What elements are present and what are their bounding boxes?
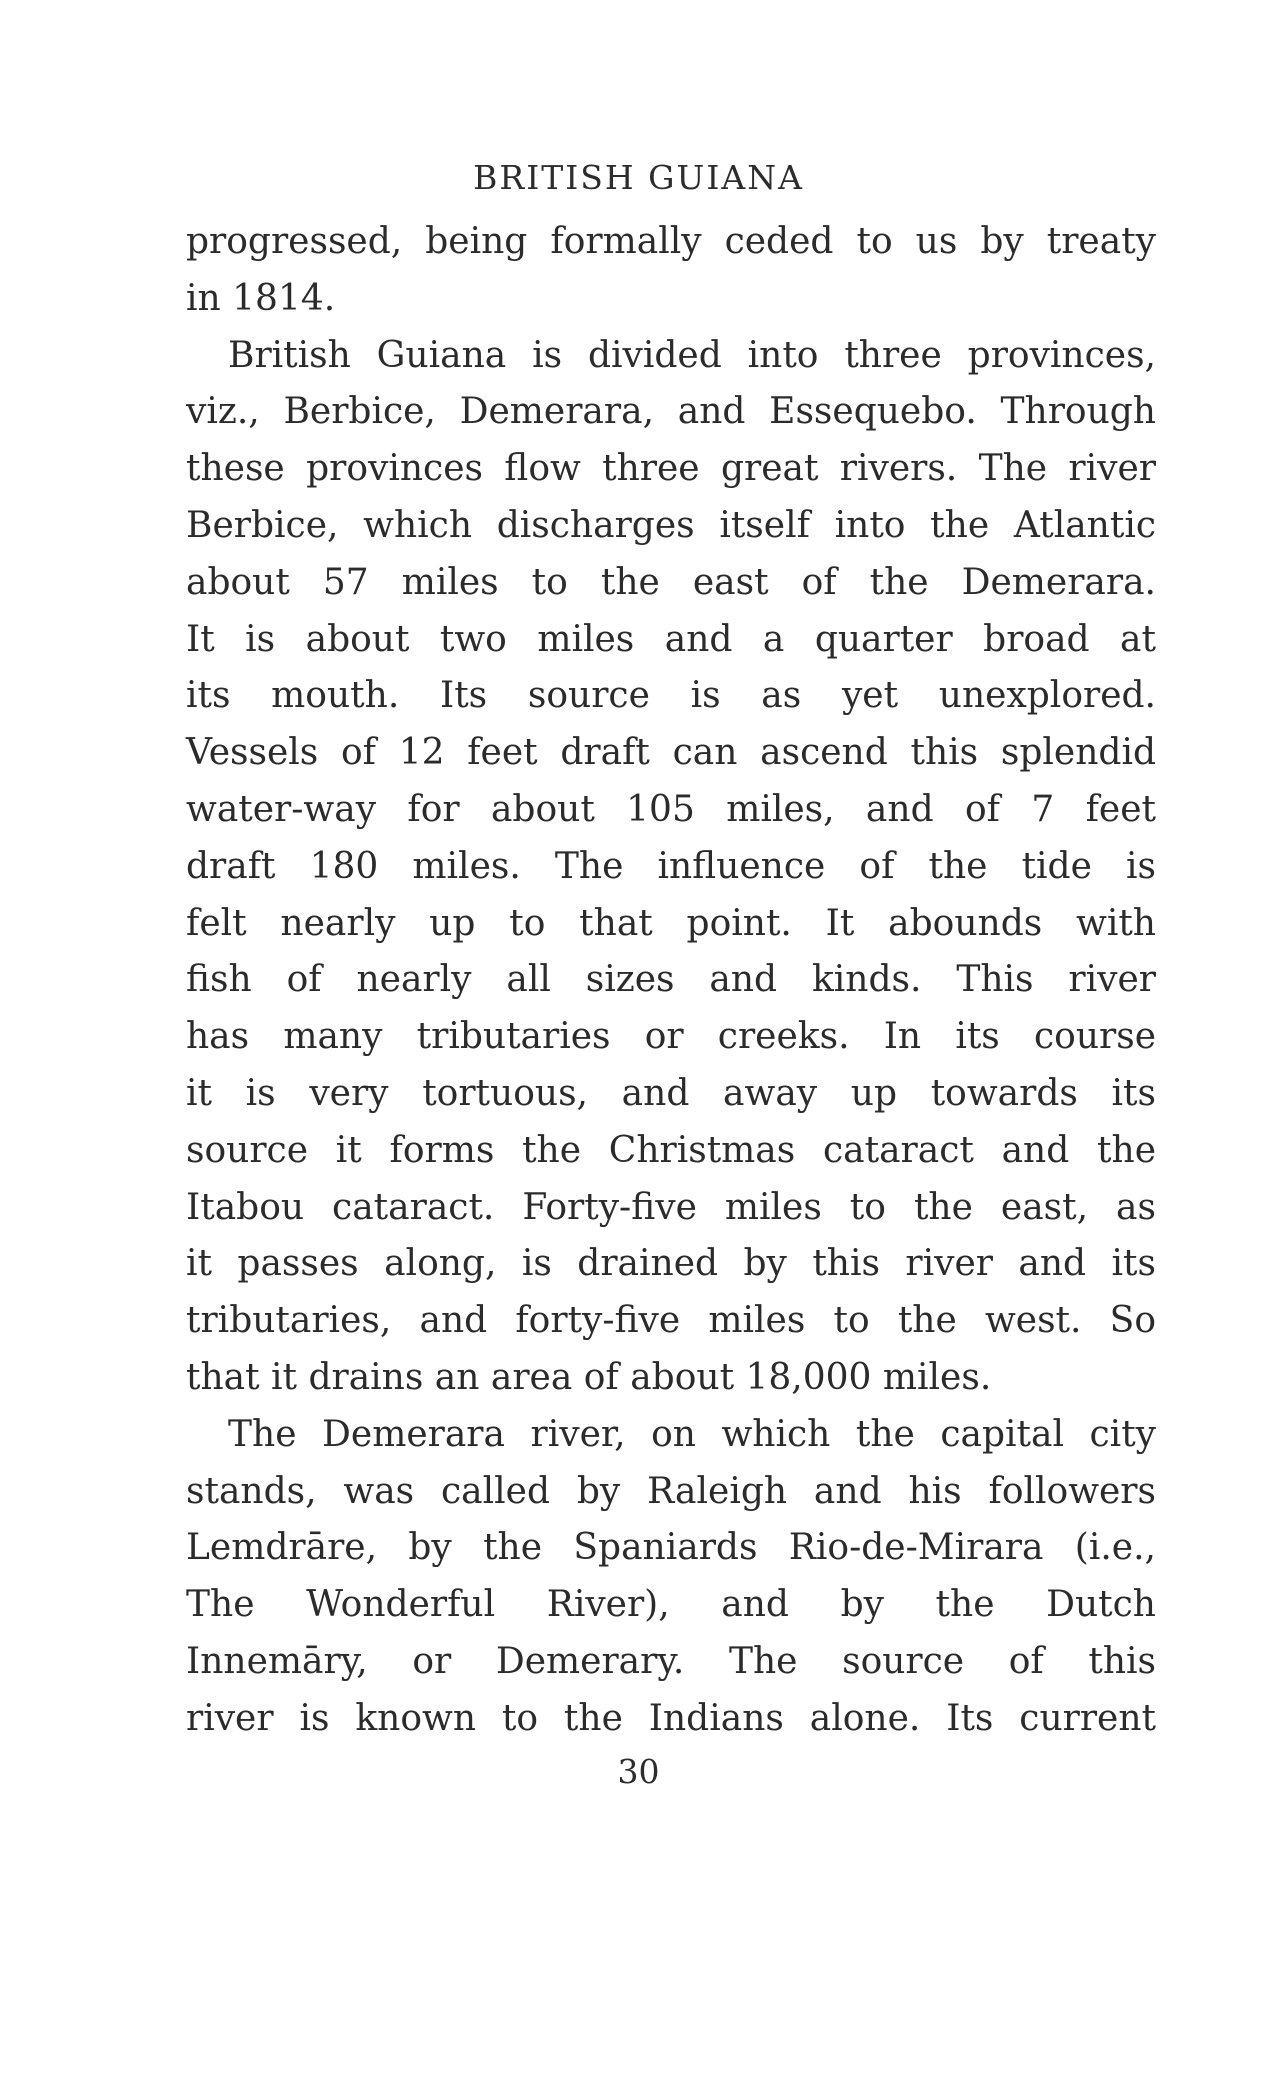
body-text [186, 214, 1156, 1748]
text-line: progressed, being formally ceded to us by treaty [186, 221, 1156, 262]
text-line: it passes along, is drained by this river and its [186, 1243, 1156, 1285]
text-line: that it drains an area of about 18,000 miles. [186, 1356, 992, 1398]
text-line: river is known to the Indians alone. Its current [186, 1697, 1156, 1739]
text-line: Berbice, which discharges itself into the Atlantic [186, 504, 1156, 546]
text-line: The Demerara river, on which the capital city [228, 1413, 1156, 1455]
text-line: these provinces flow three great rivers. The river [186, 448, 1156, 490]
text-line: it is very tortuous, and away up towards its [186, 1072, 1156, 1114]
text-line: draft 180 miles. The influence of the tide is [186, 845, 1156, 887]
text-line: British Guiana is divided into three provinces, [228, 334, 1156, 376]
running-head: BRITISH GUIANA [473, 158, 804, 197]
text-line: about 57 miles to the east of the Demerara. [186, 561, 1156, 603]
text-line: felt nearly up to that point. It abounds with [186, 902, 1156, 944]
page-number: 30 [617, 1752, 660, 1791]
text-line: Innemāry, or Demerary. The source of this [186, 1640, 1156, 1682]
text-line: tributaries, and forty-five miles to the west. So [186, 1300, 1156, 1342]
text-line: The Wonderful River), and by the Dutch [186, 1584, 1156, 1626]
text-line: its mouth. Its source is as yet unexplored. [186, 675, 1156, 717]
text-line: in 1814. [186, 277, 336, 319]
text-line: It is about two miles and a quarter broad at [186, 618, 1156, 660]
text-line: source it forms the Christmas cataract and the [186, 1129, 1156, 1171]
text-line: Itabou cataract. Forty-five miles to the east, as [186, 1186, 1156, 1228]
text-line: has many tributaries or creeks. In its course [186, 1016, 1156, 1058]
text-line: water-way for about 105 miles, and of 7 feet [186, 788, 1156, 830]
text-line: Lemdrāre, by the Spaniards Rio-de-Mirara (i.e., [186, 1527, 1156, 1569]
text-line: viz., Berbice, Demerara, and Essequebo. Through [186, 391, 1156, 433]
text-line: fish of nearly all sizes and kinds. This river [186, 959, 1156, 1001]
text-line: Vessels of 12 feet draft can ascend this splendid [186, 732, 1156, 774]
text-line: stands, was called by Raleigh and his followers [186, 1470, 1156, 1512]
